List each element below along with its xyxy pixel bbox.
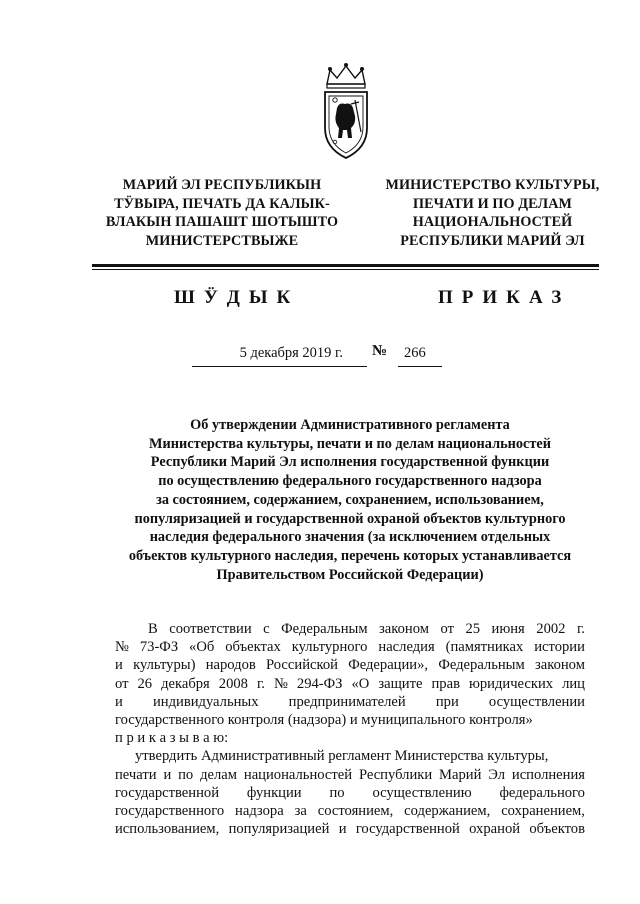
- body-word: федерального: [499, 784, 585, 801]
- subject-line: Об утверждении Административного регламента: [190, 417, 510, 433]
- body-word: при: [435, 693, 459, 710]
- body-word: защите: [378, 675, 423, 692]
- body-word: наследия: [378, 639, 435, 656]
- subject-line: по осуществлению федерального государственного надзора: [158, 473, 542, 490]
- body-word: Марий: [439, 766, 482, 783]
- number-field: [398, 340, 442, 367]
- header-left-line: ВЛАКЫН ПАШАШТ ШОТЫШТО: [105, 214, 339, 230]
- body-word: печати: [115, 766, 157, 783]
- body-word: Эл: [488, 766, 506, 783]
- body-word: соответствии: [169, 621, 252, 637]
- body-word: Федеральным: [281, 621, 368, 637]
- body-line: [115, 784, 585, 802]
- body-word: 25: [465, 621, 481, 637]
- subject-line: объектов культурного наследия, перечень которых устанавливается: [128, 547, 572, 564]
- subject-line: Республики Марий Эл исполнения государственной функции: [150, 454, 550, 471]
- body-text: утвердить Административный регламент Министерства культуры,: [135, 748, 549, 765]
- body-word: №: [115, 639, 129, 656]
- body-word: культурного: [291, 639, 368, 656]
- header-left: [82, 176, 362, 250]
- subject-line: за состоянием, содержанием, сохранением, использованием,: [156, 491, 544, 508]
- body-word: июня: [491, 621, 525, 637]
- body-word: и: [115, 693, 123, 710]
- body-word: охраной: [469, 821, 521, 838]
- body-word: от: [115, 675, 129, 692]
- body-line: [115, 820, 585, 838]
- order-title-russian: ПРИКАЗ: [438, 287, 571, 308]
- body-word: законом: [379, 621, 429, 637]
- date-field: [192, 340, 367, 367]
- body-word: Республики: [358, 766, 433, 783]
- body-word: Федеральным: [438, 657, 525, 674]
- order-directive: п р и к а з ы в а ю:: [115, 730, 229, 747]
- body-line: [115, 747, 585, 765]
- body-word: и: [338, 821, 347, 838]
- body-text: государственного контроля (надзора) и муниципального контроля»: [115, 711, 533, 728]
- body-line: [115, 711, 585, 729]
- body-line: [115, 638, 585, 656]
- body-word: государственной: [115, 784, 220, 801]
- body-word: «О: [351, 675, 370, 692]
- body-word: прав: [431, 675, 460, 692]
- order-subject: [100, 416, 600, 584]
- body-line: [115, 620, 585, 638]
- body-word: за: [294, 802, 307, 819]
- body-line: [115, 729, 585, 747]
- body-line: [115, 656, 585, 674]
- body-word: законом: [534, 657, 585, 674]
- body-word: и: [115, 657, 123, 674]
- body-word: 294-ФЗ: [296, 675, 343, 692]
- subject-line: Правительством Российской Федерации): [216, 566, 484, 583]
- header-right: [355, 176, 630, 250]
- body-word: культуры): [133, 657, 196, 674]
- body-word: «Об: [189, 639, 215, 656]
- body-word: 2002: [536, 621, 566, 637]
- header-left-line: МИНИСТЕРСТВЫЖЕ: [145, 232, 299, 249]
- body-word: популяризацией: [228, 821, 330, 838]
- body-word: Российской: [266, 657, 338, 674]
- body-word: г.: [256, 675, 265, 692]
- header-divider-thin: [92, 269, 599, 270]
- body-word: индивидуальных: [152, 693, 259, 710]
- header-right-line: РЕСПУБЛИКИ МАРИЙ ЭЛ: [400, 232, 585, 249]
- order-number: 266: [404, 345, 426, 361]
- body-word: делам: [200, 766, 238, 783]
- body-word: состоянием,: [317, 802, 394, 819]
- body-word: Федерации»,: [348, 657, 429, 674]
- body-word: декабря: [161, 675, 210, 692]
- subject-line: популяризацией и государственной охраной объектов культурного: [134, 510, 566, 527]
- body-word: объектах: [225, 639, 281, 656]
- subject-line: наследия федерального значения (за исключением отдельных: [149, 529, 551, 546]
- body-word: истории: [534, 639, 585, 656]
- subject-line: Министерства культуры, печати и по делам национальностей: [149, 435, 551, 452]
- body-word: функции: [246, 784, 302, 801]
- body-word: юридических: [468, 675, 554, 692]
- body-word: исполнения: [511, 766, 585, 783]
- header-left-line: ТӰВЫРА, ПЕЧАТЬ ДА КАЛЫК-: [114, 195, 330, 212]
- body-word: с: [263, 621, 270, 637]
- order-date: 5 декабря 2019 г.: [239, 345, 343, 361]
- body-word: государственной: [355, 821, 460, 838]
- body-word: использованием,: [115, 821, 220, 838]
- body-word: национальностей: [243, 766, 353, 783]
- body-word: сохранением,: [501, 802, 585, 819]
- body-word: осуществлении: [488, 693, 585, 710]
- number-sign: №: [372, 343, 388, 359]
- body-word: лиц: [562, 675, 585, 692]
- header-right-line: НАЦИОНАЛЬНОСТЕЙ: [412, 214, 573, 230]
- header-right-line: ПЕЧАТИ И ПО ДЕЛАМ: [412, 195, 573, 212]
- header-right-line: МИНИСТЕРСТВО КУЛЬТУРЫ,: [385, 177, 600, 193]
- body-word: г.: [576, 621, 585, 637]
- order-body: [115, 620, 585, 838]
- body-line: [115, 766, 585, 784]
- body-line: [115, 675, 585, 693]
- body-word: объектов: [529, 821, 585, 838]
- body-word: предпринимателей: [288, 693, 406, 710]
- body-word: 2008: [218, 675, 248, 692]
- header-divider-thick: [92, 264, 599, 267]
- body-word: от: [440, 621, 454, 637]
- body-word: народов: [205, 657, 256, 674]
- body-word: содержанием,: [404, 802, 491, 819]
- body-word: 73-ФЗ: [139, 639, 179, 656]
- body-word: 26: [137, 675, 153, 692]
- body-word: №: [273, 675, 288, 692]
- body-word: В: [148, 621, 158, 637]
- body-line: [115, 693, 585, 711]
- body-word: по: [178, 766, 194, 783]
- body-word: по: [329, 784, 345, 801]
- body-word: государственного: [115, 802, 225, 819]
- body-line: [115, 802, 585, 820]
- coat-of-arms-icon: [315, 62, 377, 162]
- body-word: надзора: [235, 802, 284, 819]
- emblem: [315, 62, 377, 162]
- body-word: осуществлению: [372, 784, 472, 801]
- body-word: (памятниках: [445, 639, 524, 656]
- body-word: и: [163, 766, 172, 783]
- header-left-line: МАРИЙ ЭЛ РЕСПУБЛИКЫН: [122, 177, 322, 193]
- order-title-mari: ШӰДЫК: [174, 287, 300, 308]
